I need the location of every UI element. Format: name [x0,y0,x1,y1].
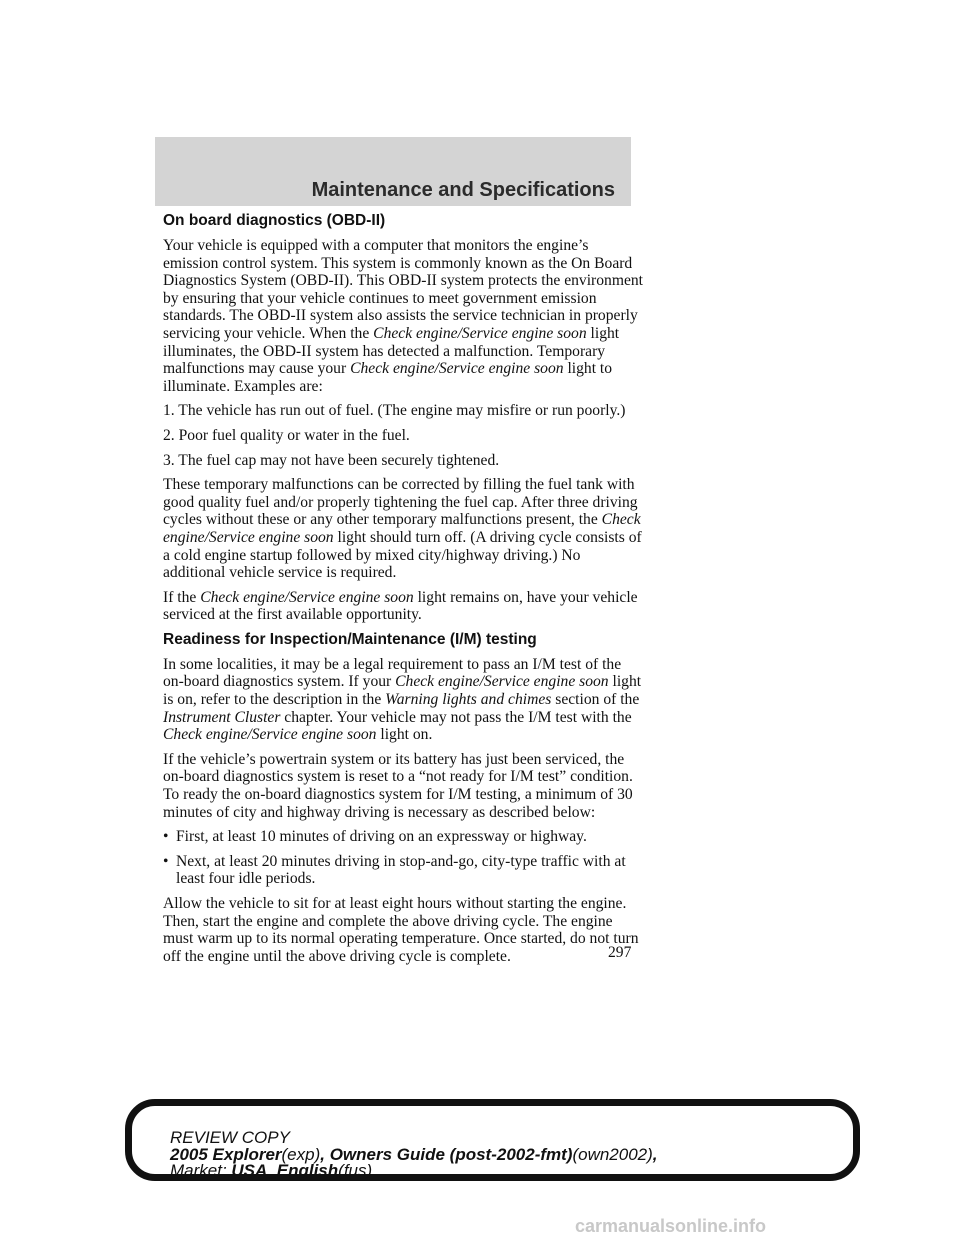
review-line-1: REVIEW COPY [170,1128,290,1147]
page-content [163,212,643,972]
example-3: 3. The fuel cap may not have been securely tightened. [163,451,500,469]
section-header-band [155,137,631,206]
example-1: 1. The vehicle has run out of fuel. (The engine may misfire or run poorly.) [163,402,626,420]
bullet-icon: • [163,852,169,870]
review-copy-text [170,1130,850,1180]
section-title: Maintenance and Specifications [311,179,615,201]
watermark-text: carmanualsonline.info [575,1216,767,1236]
page-number: 297 [608,944,632,961]
driving-steps-list [163,828,643,888]
heading-obd: On board diagnostics (OBD-II) [163,212,386,229]
obd-paragraph-3: If the Check engine/Service engine soon light remains on, have your vehicle serviced at the first available opportunity. [163,588,638,624]
im-paragraph-1: In some localities, it may be a legal requirement to pass an I/M test of the on-board diagnostics system. If your Check engine/Service engine soon light is on, refer to the description in the Warning lights and chimes section of the Instrument Cluster chapter. Your vehicle may not pass the I/M test with the Check engine/Service engine soon light on. [163,655,642,744]
heading-im-testing: Readiness for Inspection/Maintenance (I/M) testing [163,630,537,648]
review-line-3: Market: USA_English(fus) [170,1161,373,1180]
review-line-2: 2005 Explorer(exp), Owners Guide (post-2002-fmt)(own2002), [170,1144,658,1164]
list-item: • Next, at least 20 minutes driving in stop-and-go, city-type traffic with at least four idle periods. [163,852,626,888]
bullet-icon: • [163,828,169,846]
obd-paragraph-2: These temporary malfunctions can be corrected by filling the fuel tank with good quality fuel and/or properly tightening the fuel cap. After three driving cycles without these or any other temporary malfunctions present, the Check engine/Service engine soon light should turn off. (A driving cycle consists of a cold engine startup followed by mixed city/highway driving.) No additional vehicle service is required. [163,476,642,582]
example-2: 2. Poor fuel quality or water in the fuel. [163,426,410,444]
im-paragraph-3: Allow the vehicle to sit for at least eight hours without starting the engine. Then, start the engine and complete the above driving cycle. The engine must warm up to its normal operating temperature. Once started, do not turn off the engine until the above driving cycle is complete. [163,895,639,965]
list-item: • First, at least 10 minutes of driving on an expressway or highway. [163,828,587,846]
review-copy-box [125,1099,860,1181]
im-paragraph-2: If the vehicle’s powertrain system or its battery has just been serviced, the on-board diagnostics system is reset to a “not ready for I/M test” condition. To ready the on-board diagnostics system for I/M testing, a minimum of 30 minutes of city and highway driving is necessary as described below: [163,750,633,821]
obd-paragraph-1: Your vehicle is equipped with a computer that monitors the engine’s emission control system. This system is commonly known as the On Board Diagnostics System (OBD-II). This OBD-II system protects the environment by ensuring that your vehicle continues to meet government emission standards. The OBD-II system also assists the service technician in properly servicing your vehicle. When the Check engine/Service engine soon light illuminates, the OBD-II system has detected a malfunction. Temporary malfunctions may cause your Check engine/Service engine soon light to illuminate. Examples are: [163,237,644,395]
